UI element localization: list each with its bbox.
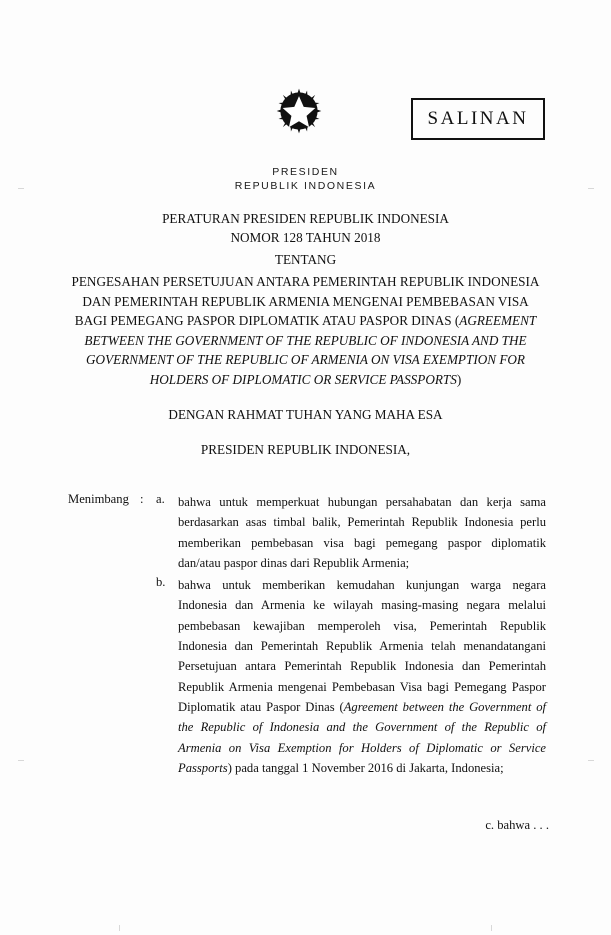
garuda-star-emblem-icon <box>268 80 330 142</box>
blessing-line: DENGAN RAHMAT TUHAN YANG MAHA ESA <box>168 407 443 422</box>
considering-section <box>68 492 546 778</box>
regulation-number: NOMOR 128 TAHUN 2018 <box>230 230 381 245</box>
clause-marker-a: a. <box>156 492 165 506</box>
subject-italic-2: BETWEEN THE GOVERNMENT OF THE REPUBLIC OF INDONESIA AND THE <box>84 332 527 348</box>
clause-b-part-2: ) pada tanggal 1 November 2016 di Jakarta, Indonesia; <box>227 760 504 775</box>
catchword: c. bahwa . . . <box>485 818 549 832</box>
considering-colon: : <box>140 492 144 506</box>
signatory-heading: PRESIDEN REPUBLIK INDONESIA, <box>200 442 411 457</box>
clause-b-part-1: bahwa untuk memberikan kemudahan kunjungan warga negara Indonesia dan Armenia ke wilayah masing-masing negara melalui pembebasan kewajiban memperoleh visa, Pemerintah Republik Indonesia dan Pemerintah Republik Armenia telah menandatangani Persetujuan antara Pemerintah Republik Indonesia dan Pemerintah Republik Armenia mengenai Pembebasan Visa bagi Pemegang Paspor Diplomatik atau Paspor Dinas ( <box>178 578 546 714</box>
clause-a <box>68 492 546 573</box>
subject-italic-1: AGREEMENT <box>459 313 537 328</box>
clause-marker-b: b. <box>156 575 166 590</box>
subject-line-1: PENGESAHAN PERSETUJUAN ANTARA PEMERINTAH REPUBLIK INDONESIA <box>71 274 540 289</box>
salinan-label: SALINAN <box>427 108 529 129</box>
about-label: TENTANG <box>274 252 337 267</box>
clause-text-b <box>178 575 546 778</box>
subject-line-last <box>60 370 551 390</box>
subject-italic-4: HOLDERS OF DIPLOMATIC OR SERVICE PASSPORTS <box>149 371 457 387</box>
page-edge-mark <box>588 760 594 761</box>
subject-line-2: DAN PEMERINTAH REPUBLIK ARMENIA MENGENAI PEMBEBASAN VISA <box>82 293 529 309</box>
clause-b <box>68 575 546 778</box>
page-edge-mark <box>491 925 492 931</box>
page-edge-mark <box>18 760 24 761</box>
page-edge-mark <box>119 925 120 931</box>
page-title <box>60 272 551 389</box>
clause-b-italic-title: Agreement between the Government of the Republic of Indonesia and the Government of the Republic of Armenia on Visa Exemption for Holders of Diplomatic or Service Passports <box>178 699 547 775</box>
considering-label: Menimbang <box>68 492 129 506</box>
subject-italic-3: GOVERNMENT OF THE REPUBLIC OF ARMENIA ON VISA EXEMPTION FOR <box>86 352 525 367</box>
institution-line-country: REPUBLIK INDONESIA <box>234 180 377 192</box>
subject-line-3-text: BAGI PEMEGANG PASPOR DIPLOMATIK ATAU PASPOR DINAS ( <box>74 313 460 328</box>
subject-line-3 <box>60 311 551 331</box>
status-badge-salinan <box>411 98 545 140</box>
clause-text-a: bahwa untuk memperkuat hubungan persahabatan dan kerja sama berdasarkan asas timbal balik, Pemerintah Republik Indonesia perlu memberikan pembebasan visa bagi pemegang paspor diplomatik dan/atau paspor dinas dari Republik Armenia; <box>178 495 546 570</box>
regulation-title: PERATURAN PRESIDEN REPUBLIK INDONESIA <box>162 211 449 226</box>
subject-close-paren: ) <box>456 371 462 387</box>
institution-line-president: PRESIDEN <box>272 166 339 178</box>
